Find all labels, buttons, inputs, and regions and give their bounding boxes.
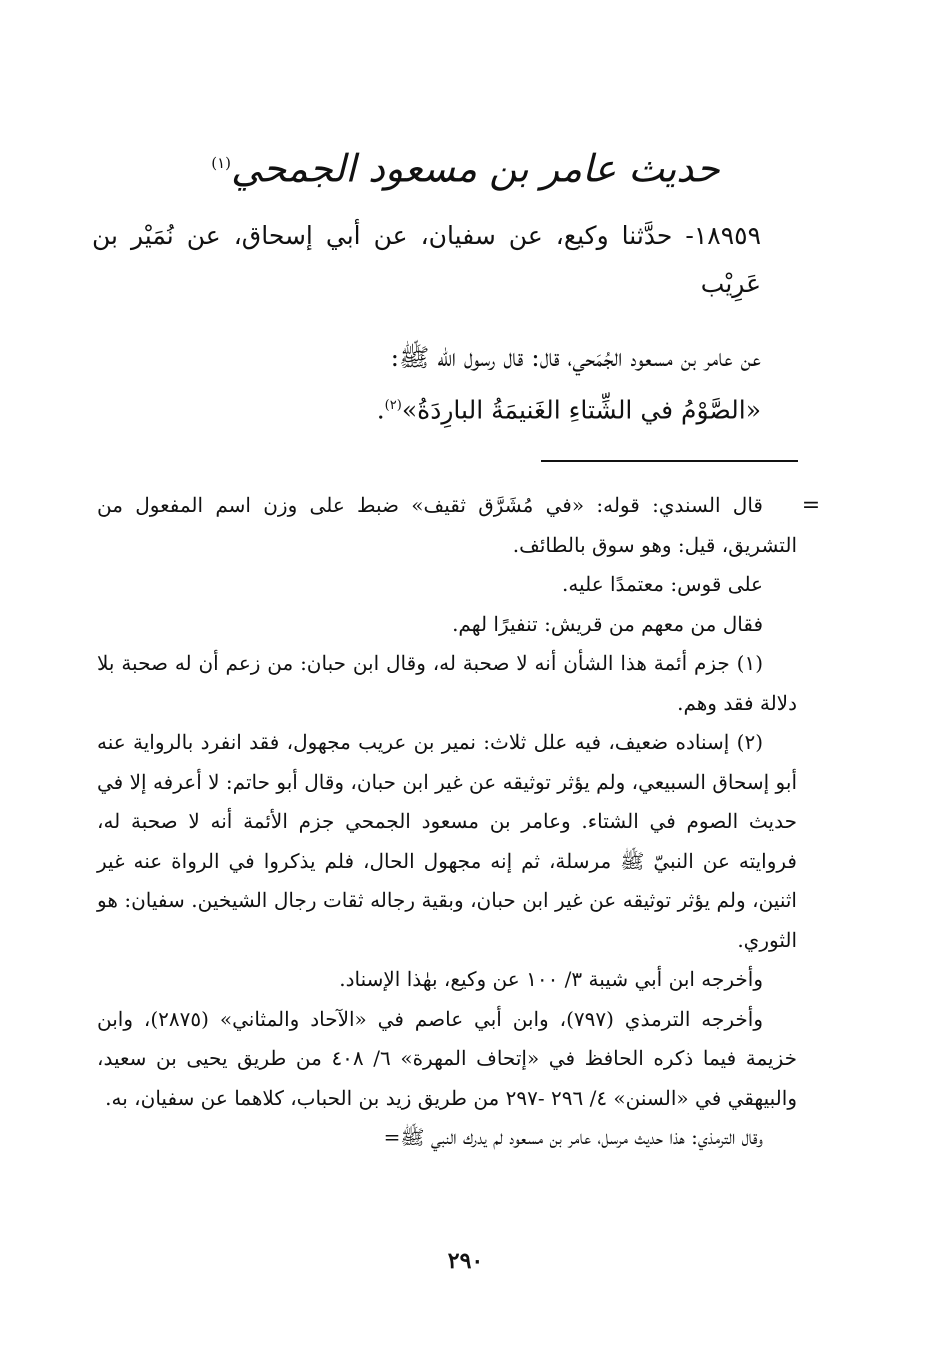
page-number: ٢٩٠ [447, 1248, 484, 1274]
hadith-body [92, 334, 761, 434]
hadith-text [92, 212, 761, 434]
chapter-title: حديث عامر بن مسعود الجمحي [231, 146, 720, 191]
hadith-isnad: حدَّثنا وكيع، عن سفيان، عن أبي إسحاق، عن نُمَيْر بن عَرِيْب [92, 221, 761, 298]
footnote-line: على قوس: معتمدًا عليه. [561, 572, 763, 596]
footnote-line: وأخرجه الترمذي (٧٩٧)، وابن أبي عاصم في «الآحاد والمثاني» (٢٨٧٥)، وابن خزيمة فيما ذكره الحافظ في «إتحاف المهرة» ٦/ ٤٠٨ من طريق يحيى بن سعيد، والبيهقي في «السنن» ٤/ ٢٩٦ -٢٩٧ من طريق زيد بن الحباب، كلاهما عن سفيان، به. [97, 1006, 797, 1110]
footnote-line: قال السندي: قوله: «في مُشَرَّق ثقيف» ضبط على وزن اسم المفعول من التشريق، قيل: وهو سوق بالطائف. [97, 493, 797, 557]
matn-end: . [376, 395, 385, 425]
hadith-matn: «الصَّوْمُ في الشِّتاءِ الغَنيمَةُ البارِدَةُ» [401, 395, 761, 425]
footnotes-section [97, 486, 797, 1158]
title-footnote-ref: (١) [211, 154, 232, 172]
hadith-body-intro: عن عامر بن مسعود الجُمَحي، قال: قال رسول الله ﷺ: [390, 343, 761, 372]
footnote-continuation-mark: = [801, 493, 821, 518]
footnote-line: فقال من معهم من قريش: تنفيرًا لهم. [452, 611, 763, 636]
hadith-matn-line [92, 382, 761, 434]
footnote-separator [541, 460, 798, 462]
chapter-heading [0, 128, 931, 204]
footnote-line: وقال الترمذي: هذا حديث مرسل، عامر بن مسعود لم يدرك النبي ﷺ= [383, 1125, 763, 1149]
footnote-line: وأخرجه ابن أبي شيبة ٣/ ١٠٠ عن وكيع، بهٰذا الإسناد. [339, 967, 763, 991]
hadith-number: ١٨٩٥٩- [685, 221, 762, 250]
footnote-2: (٢) إسناده ضعيف، فيه علل ثلاث: نمير بن عريب مجهول، فقد انفرد بالرواية عنه أبو إسحاق السبيعي، ولم يؤثر توثيقه عن غير ابن حبان، وقال أبو حاتم: لا أعرفه إلا في حديث الصوم في الشتاء. وعامر بن مسعود الجمحي جزم الأئمة أنه لا صحبة له، فروايته عن النبيّ ﷺ مرسلة، ثم إنه مجهول الحال، فلم يذكروا في الرواة عنه غير اثنين، ولم يؤثر توثيقه عن غير ابن حبان، وبقية رجاله ثقات رجال الشيخين. سفيان: هو الثوري. [97, 730, 797, 952]
hadith-isnad-line [92, 212, 761, 308]
matn-footnote-ref: (٢) [384, 398, 402, 413]
footnote-1: (١) جزم أئمة هذا الشأن أنه لا صحبة له، وقال ابن حبان: من زعم أن له صحبة بلا دلالة فقد وهم. [97, 651, 797, 715]
